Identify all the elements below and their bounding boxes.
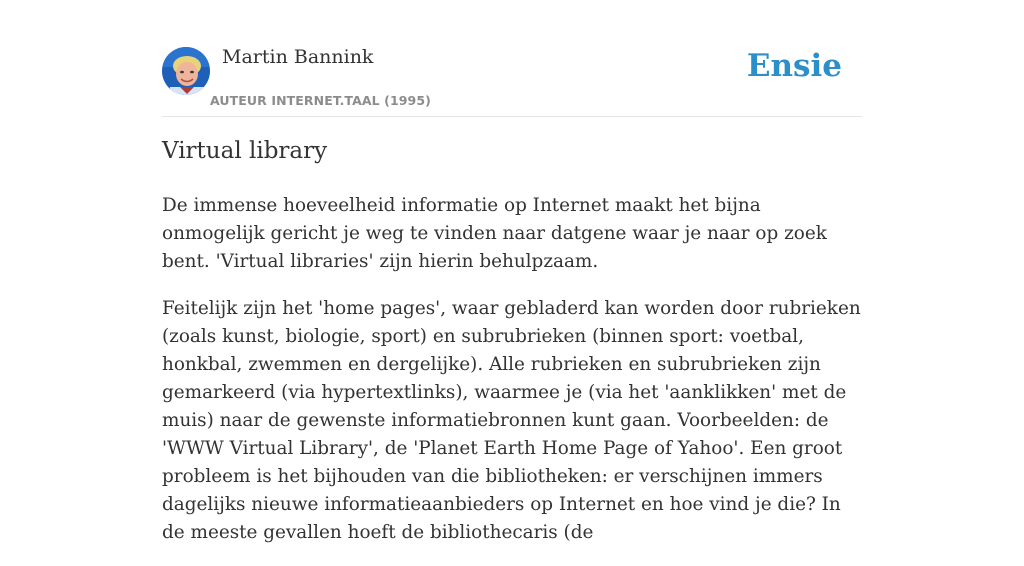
brand-logo[interactable]: Ensie [746,48,842,84]
author-role: AUTEUR INTERNET.TAAL (1995) [210,93,431,108]
author-name[interactable]: Martin Bannink [222,46,374,68]
article-body [162,192,864,566]
article-title: Virtual library [162,138,328,164]
author-avatar[interactable] [162,47,210,95]
author-header [162,46,862,117]
article-paragraph: Feitelijk zijn het 'home pages', waar gebladerd kan worden door rubrieken (zoals kunst, biologie, sport) en subrubrieken (binnen sport: voetbal, honkbal, zwemmen en dergelijke). Alle rubrieken en subrubrieken zijn gemarkeerd (via hypertextlinks), waarmee je (via het 'aanklikken' met de muis) naar de gewenste informatiebronnen kunt gaan. Voorbeelden: de 'WWW Virtual Library', de 'Planet Earth Home Page of Yahoo'. Een groot probleem is het bijhouden van die bibliotheken: er verschijnen immers dagelijks nieuwe informatieaanbieders op Internet en hoe vind je die? In de meeste gevallen hoeft de bibliothecaris (de [162,298,861,543]
article-paragraph: De immense hoeveelheid informatie op Internet maakt het bijna onmogelijk gericht je weg te vinden naar datgene waar je naar op zoek bent. 'Virtual libraries' zijn hierin behulpzaam. [162,195,827,272]
avatar-portrait-image [162,47,210,95]
